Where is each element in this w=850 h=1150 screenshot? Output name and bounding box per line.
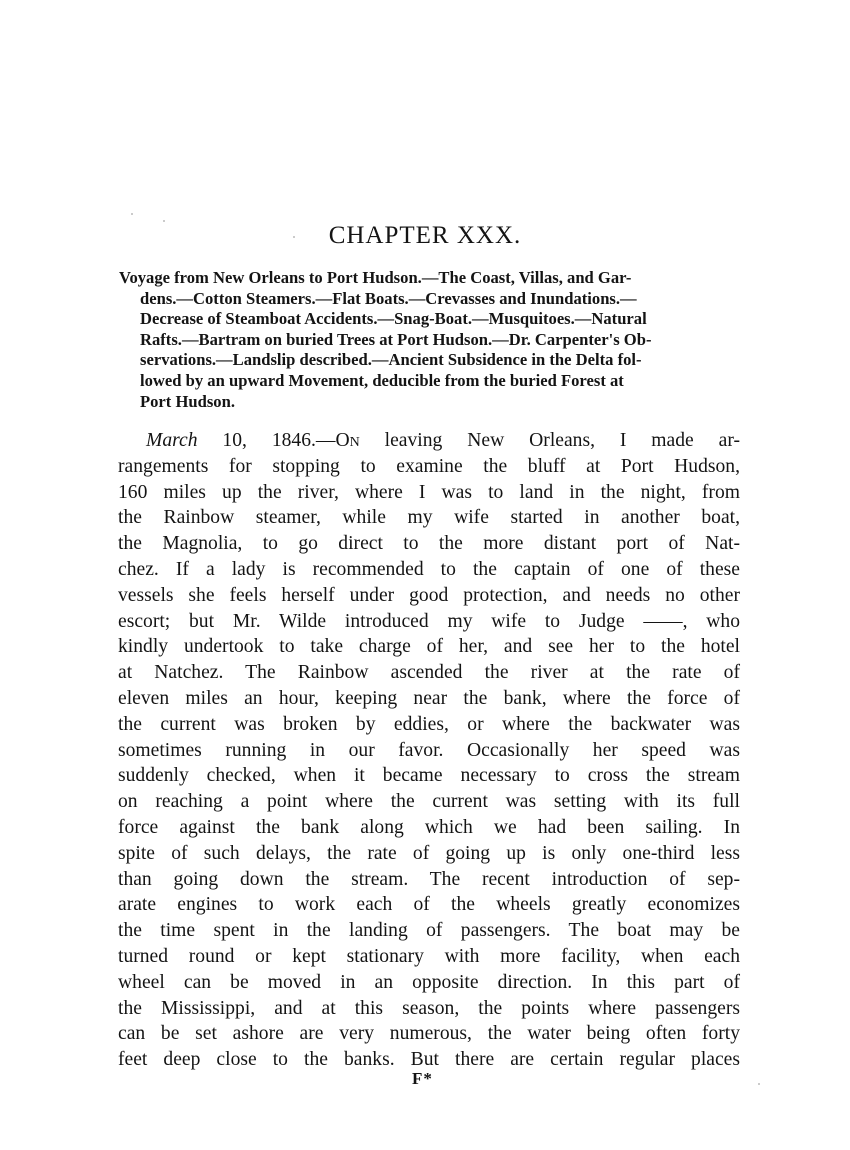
body-line: the Rainbow steamer, while my wife started in another boat, <box>118 507 740 529</box>
body-line: at Natchez. The Rainbow ascended the river at the rate of <box>118 662 740 684</box>
body-line: than going down the stream. The recent introduction of sep- <box>118 868 740 890</box>
body-line-opening <box>118 428 740 454</box>
body-line: kindly undertook to take charge of her, and see her to the hotel <box>118 636 740 658</box>
body-text <box>118 428 740 1073</box>
body-line: the current was broken by eddies, or where the backwater was <box>118 713 740 735</box>
opening-tail: leaving New Orleans, I made ar- <box>359 430 741 451</box>
body-line: arate engines to work each of the wheels greatly economizes <box>118 894 740 916</box>
body-line: the Mississippi, and at this season, the points where passengers <box>118 997 740 1019</box>
body-line: spite of such delays, the rate of going up is only one-third less <box>118 842 740 864</box>
body-line: force against the bank along which we had been sailing. In <box>118 816 740 838</box>
synopsis-line: Voyage from New Orleans to Port Hudson.—The Coast, Villas, and Gar- <box>119 268 632 287</box>
body-line: turned round or kept stationary with more facility, when each <box>118 945 740 967</box>
synopsis-line: servations.—Landslip described.—Ancient Subsidence in the Delta fol- <box>140 350 642 370</box>
body-line: vessels she feels herself under good protection, and needs no other <box>118 584 740 606</box>
chapter-title: CHAPTER XXX. <box>328 222 522 249</box>
body-line: sometimes running in our favor. Occasionally her speed was <box>118 739 740 761</box>
print-speck <box>131 213 133 215</box>
synopsis-line: dens.—Cotton Steamers.—Flat Boats.—Crevasses and Inundations.— <box>140 288 637 308</box>
date-italic: March <box>146 430 198 451</box>
signature-mark: F* <box>412 1069 433 1088</box>
first-word: On <box>335 430 360 451</box>
synopsis-line: lowed by an upward Movement, deducible from the buried Forest at <box>140 370 624 390</box>
body-line: the Magnolia, to go direct to the more distant port of Nat- <box>118 533 740 555</box>
body-line: suddenly checked, when it became necessary to cross the stream <box>118 765 740 787</box>
body-line: chez. If a lady is recommended to the captain of one of these <box>118 558 740 580</box>
body-line: eleven miles an hour, keeping near the bank, where the force of <box>118 687 740 709</box>
body-line: feet deep close to the banks. But there are certain regular places <box>118 1049 740 1071</box>
body-line: wheel can be moved in an opposite direction. In this part of <box>118 971 740 993</box>
body-line: on reaching a point where the current was setting with its full <box>118 791 740 813</box>
body-line: 160 miles up the river, where I was to land in the night, from <box>118 481 740 503</box>
synopsis-line: Decrease of Steamboat Accidents.—Snag-Boat.—Musquitoes.—Natural <box>140 309 647 329</box>
date-rest: 10, 1846.— <box>197 430 336 451</box>
synopsis-line: Rafts.—Bartram on buried Trees at Port Hudson.—Dr. Carpenter's Ob- <box>140 329 652 349</box>
body-line: escort; but Mr. Wilde introduced my wife to Judge ——, who <box>118 610 740 632</box>
print-speck <box>758 1083 760 1085</box>
body-line: rangements for stopping to examine the bluff at Port Hudson, <box>118 455 740 477</box>
body-line: can be set ashore are very numerous, the water being often forty <box>118 1023 740 1045</box>
synopsis-line: Port Hudson. <box>140 391 235 411</box>
chapter-synopsis <box>119 268 740 412</box>
body-line: the time spent in the landing of passengers. The boat may be <box>118 920 740 942</box>
